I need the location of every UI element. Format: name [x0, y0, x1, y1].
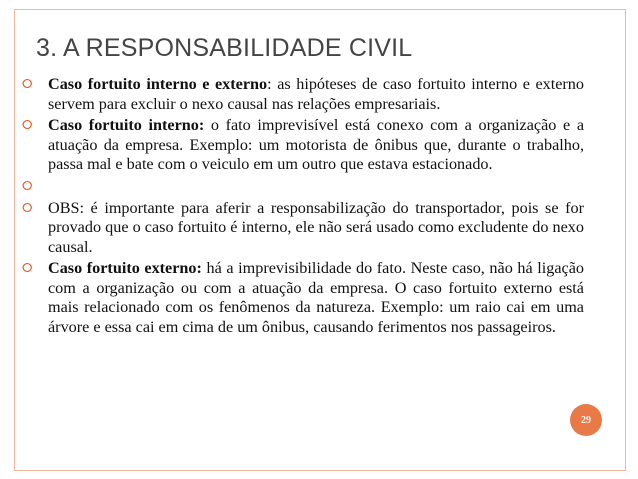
bullet-list [22, 75, 584, 339]
bullet-item-heading: Caso fortuito externo: [48, 259, 202, 277]
frame-left-rule [14, 9, 15, 471]
frame-bottom-rule [14, 470, 626, 471]
bullet-item-text: o fato imprevisível está conexo com a organização e a atuação da empresa. Exemplo: um motorista de ônibus que, durante o trabalho, passa mal e bate com o veiculo em um outro que estava estacionado. [48, 116, 585, 173]
bullet-item-heading: Caso fortuito interno: [48, 116, 205, 134]
bullet-item-empty [22, 177, 584, 197]
bullet-item-obs [22, 199, 584, 258]
bullet-item-text: : as hipóteses de caso fortuito interno e externo servem para excluir o nexo causal nas relações empresariais. [48, 75, 584, 113]
bullet-item-internal-external [22, 75, 584, 114]
slide-title: 3. A RESPONSABILIDADE CIVIL [36, 34, 413, 62]
bullet-item-heading: Caso fortuito interno e externo [48, 75, 268, 93]
arrow-bullet-icon: ⭘ [22, 77, 33, 92]
arrow-bullet-icon: ⭘ [22, 261, 33, 276]
bullet-item-internal [22, 116, 584, 175]
bullet-item-text: há a imprevisibilidade do fato. Neste caso, não há ligação com a organização ou com a atuação da empresa. O caso fortuito externo está mais relacionado com os fenômenos da natureza. Exemplo: um raio cai em uma árvore e essa cai em cima de um ônibus, causando ferimentos nos passageiros. [48, 259, 584, 336]
bullet-item-external [22, 259, 584, 337]
page-number-badge: 29 [570, 404, 602, 436]
arrow-bullet-icon: ⭘ [22, 200, 33, 216]
bullet-item-text: OBS: é importante para aferir a responsabilização do transportador, pois se for provado que o caso fortuito é interno, ele não será usado como excludente do nexo causal. [48, 198, 584, 256]
frame-top-rule [14, 9, 626, 10]
frame-right-rule [625, 9, 626, 471]
arrow-bullet-icon: ⭘ [22, 118, 33, 133]
arrow-bullet-icon: ⭘ [22, 178, 33, 194]
